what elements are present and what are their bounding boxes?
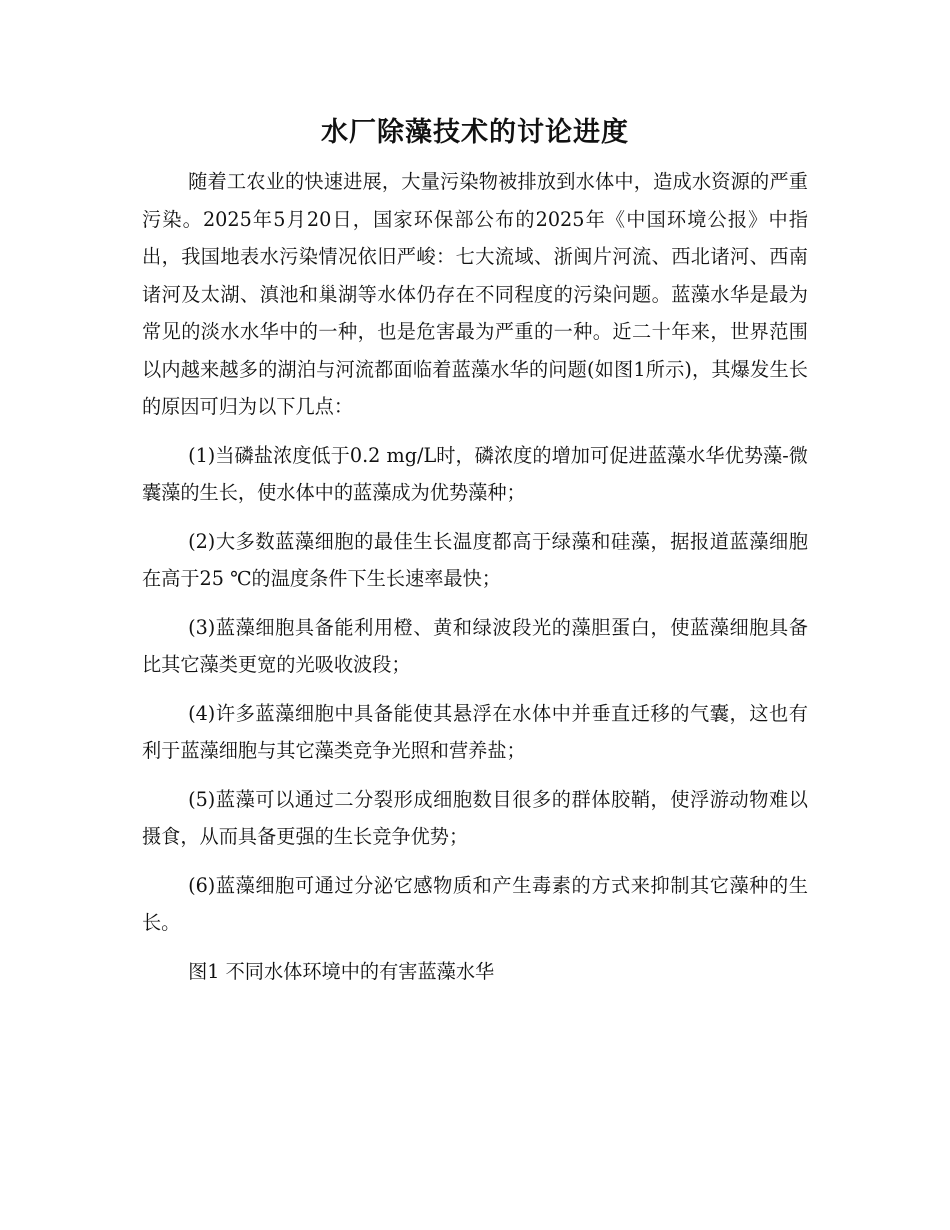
reason-item-1: (1)当磷盐浓度低于0.2 mg/L时，磷浓度的增加可促进蓝藻水华优势藻-微囊藻的生长，使水体中的蓝藻成为优势藻种； [142, 443, 808, 504]
intro-paragraph: 随着工农业的快速进展，大量污染物被排放到水体中，造成水资源的严重污染。2025年5月20日，国家环保部公布的2025年《中国环境公报》中指出，我国地表水污染情况依旧严峻：七大流域、浙闽片河流、西北诸河、西南诸河及太湖、滇池和巢湖等水体仍存在不同程度的污染问题。蓝藻水华是最为常见的淡水水华中的一种，也是危害最为严重的一种。近二十年来，世界范围以内越来越多的湖泊与河流都面临着蓝藻水华的问题(如图1所示)，其爆发生长的原因可归为以下几点： [142, 170, 808, 418]
figure-caption: 图1 不同水体环境中的有害蓝藻水华 [188, 959, 495, 983]
reason-item-4: (4)许多蓝藻细胞中具备能使其悬浮在水体中并垂直迁移的气囊，这也有利于蓝藻细胞与其它藻类竞争光照和营养盐； [142, 701, 808, 762]
reason-item-3: (3)蓝藻细胞具备能利用橙、黄和绿波段光的藻胆蛋白，使蓝藻细胞具备比其它藻类更宽的光吸收波段； [142, 615, 808, 676]
document-body [142, 163, 808, 990]
reason-item-6: (6)蓝藻细胞可通过分泌它感物质和产生毒素的方式来抑制其它藻种的生长。 [142, 873, 808, 934]
reason-item-5: (5)蓝藻可以通过二分裂形成细胞数目很多的群体胶鞘，使浮游动物难以摄食，从而具备更强的生长竞争优势； [142, 787, 808, 848]
document-title: 水厂除藻技术的讨论进度 [321, 117, 629, 148]
reason-item-2: (2)大多数蓝藻细胞的最佳生长温度都高于绿藻和硅藻，据报道蓝藻细胞在高于25 ℃的温度条件下生长速率最快； [142, 529, 808, 590]
